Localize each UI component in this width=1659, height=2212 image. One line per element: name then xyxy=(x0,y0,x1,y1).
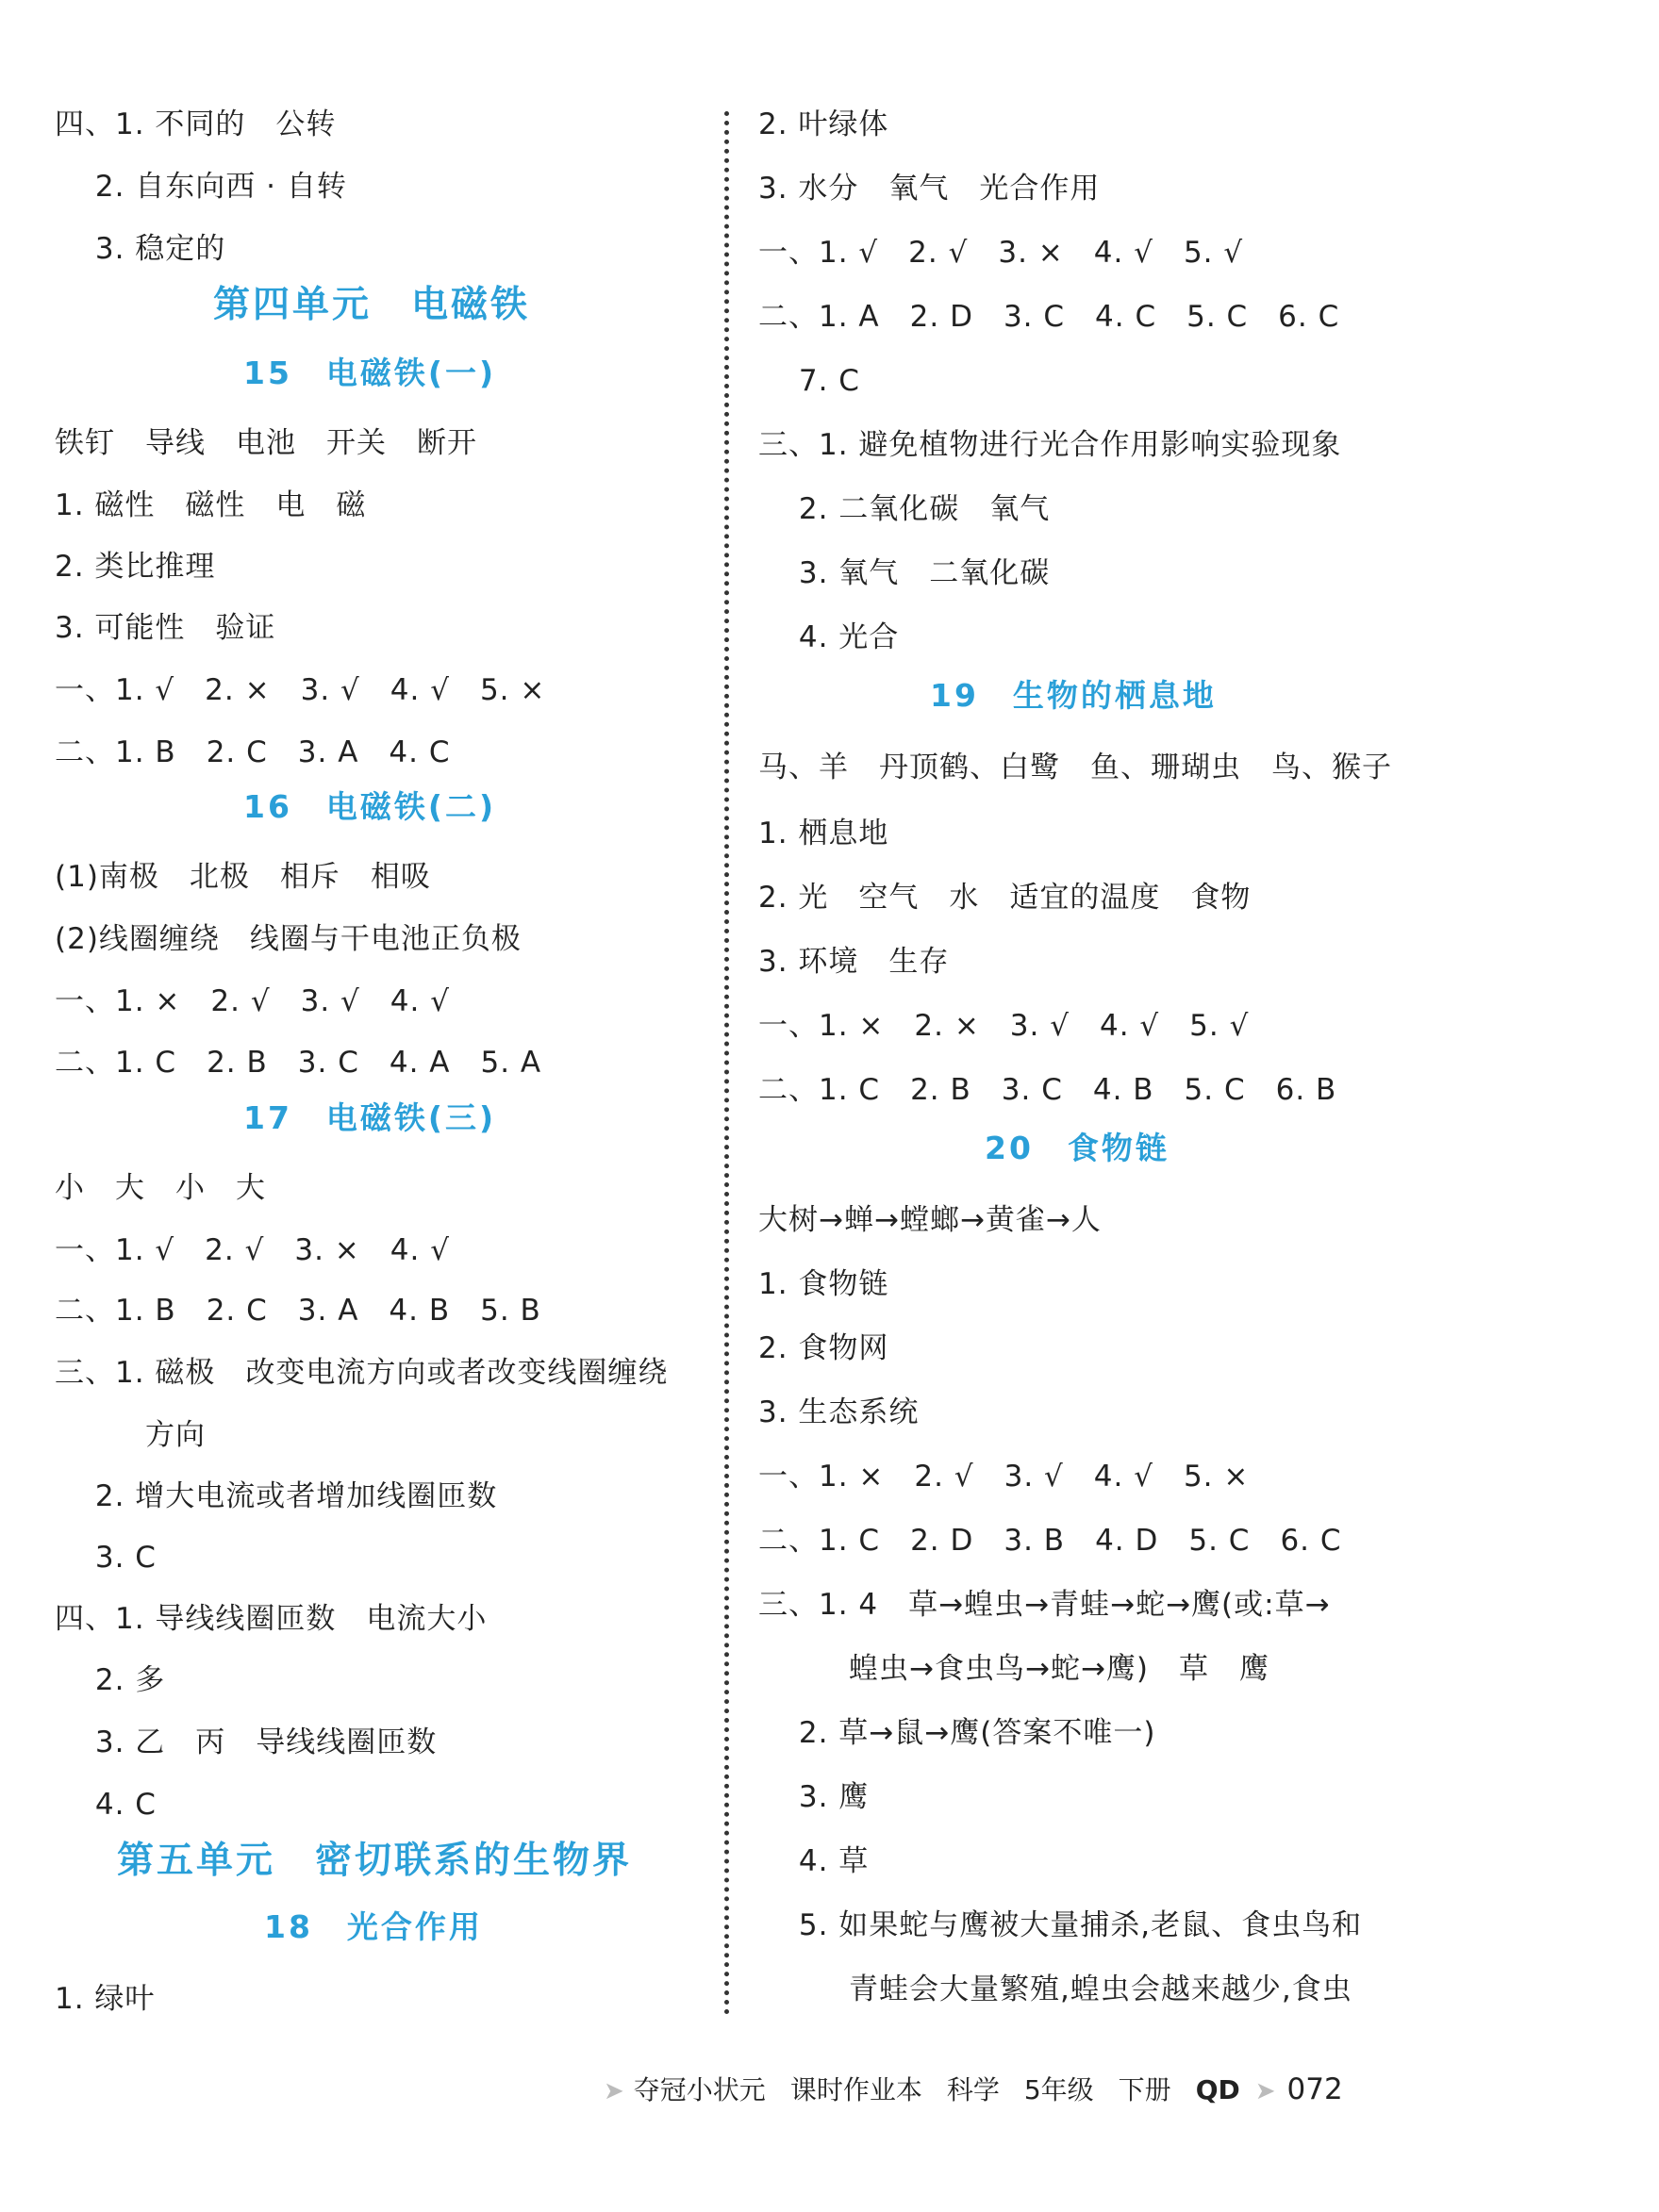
answer-line: 2. 草→鼠→鹰(答案不唯一) xyxy=(758,1716,1156,1750)
unit-heading: 第四单元 电磁铁 xyxy=(213,283,531,326)
column-divider xyxy=(724,111,729,2016)
lesson-heading: 19 生物的栖息地 xyxy=(930,677,1217,714)
footer-brand: 夺冠小状元 xyxy=(633,2074,766,2105)
answer-line: 1. 食物链 xyxy=(758,1267,889,1301)
answer-line: 3. 稳定的 xyxy=(55,232,226,266)
unit-heading: 第五单元 密切联系的生物界 xyxy=(117,1839,633,1882)
answer-line: 一、1. √ 2. √ 3. × 4. √ xyxy=(55,1233,450,1267)
answer-line: 2. 自东向西 · 自转 xyxy=(55,170,347,204)
answer-line: 二、1. C 2. D 3. B 4. D 5. C 6. C xyxy=(758,1524,1342,1558)
answer-line: 3. 鹰 xyxy=(758,1780,870,1814)
answer-line: 一、1. × 2. √ 3. √ 4. √ xyxy=(55,984,450,1018)
answer-line: 三、1. 磁极 改变电流方向或者改变线圈缠绕 xyxy=(55,1356,669,1390)
answer-line: 二、1. C 2. B 3. C 4. B 5. C 6. B xyxy=(758,1073,1337,1107)
answer-line: 青蛙会大量繁殖,蝗虫会越来越少,食虫 xyxy=(758,1973,1352,2006)
answer-line: 马、羊 丹顶鹤、白鹭 鱼、珊瑚虫 鸟、猴子 xyxy=(758,751,1392,784)
answer-line: 方向 xyxy=(55,1418,206,1452)
footer-edition: QD xyxy=(1195,2074,1240,2105)
answer-line: 1. 磁性 磁性 电 磁 xyxy=(55,488,367,522)
lesson-heading: 20 食物链 xyxy=(985,1130,1170,1166)
answer-line: 3. C xyxy=(55,1541,157,1575)
answer-line: 蝗虫→食虫鸟→蛇→鹰) 草 鹰 xyxy=(758,1652,1270,1686)
answer-line: 一、1. √ 2. × 3. √ 4. √ 5. × xyxy=(55,673,546,707)
answer-line: 铁钉 导线 电池 开关 断开 xyxy=(55,426,477,460)
footer-book: 课时作业本 xyxy=(789,2074,922,2105)
answer-line: 二、1. C 2. B 3. C 4. A 5. A xyxy=(55,1046,542,1080)
answer-line: 2. 二氧化碳 氧气 xyxy=(758,492,1051,526)
answer-line: 7. C xyxy=(758,364,860,398)
answer-line: (1)南极 北极 相斥 相吸 xyxy=(55,860,431,894)
page-number: 072 xyxy=(1286,2072,1343,2106)
lesson-heading: 15 电磁铁(一) xyxy=(243,355,497,391)
footer-volume: 下册 xyxy=(1118,2074,1171,2105)
footer-subject: 科学 xyxy=(946,2074,1000,2105)
arrow-right-icon: ➤ xyxy=(604,2077,624,2105)
footer-grade: 5年级 xyxy=(1023,2074,1094,2105)
lesson-heading: 17 电磁铁(三) xyxy=(243,1099,497,1136)
answer-line: 4. 草 xyxy=(758,1844,870,1878)
answer-line: 3. 水分 氧气 光合作用 xyxy=(758,172,1101,206)
answer-line: 5. 如果蛇与鹰被大量捕杀,老鼠、食虫鸟和 xyxy=(758,1908,1363,1942)
answer-line: 3. 氧气 二氧化碳 xyxy=(758,556,1051,590)
answer-line: 3. 可能性 验证 xyxy=(55,611,276,645)
answer-line: 四、1. 不同的 公转 xyxy=(55,107,337,141)
answer-line: 3. 生态系统 xyxy=(758,1395,920,1429)
answer-line: 二、1. A 2. D 3. C 4. C 5. C 6. C xyxy=(758,300,1340,334)
answer-line: 一、1. × 2. × 3. √ 4. √ 5. √ xyxy=(758,1009,1250,1043)
lesson-heading: 16 电磁铁(二) xyxy=(243,788,497,825)
answer-line: (2)线圈缠绕 线圈与干电池正负极 xyxy=(55,922,522,956)
answer-line: 1. 栖息地 xyxy=(758,817,889,850)
answer-line: 1. 绿叶 xyxy=(55,1982,156,2016)
answer-line: 2. 类比推理 xyxy=(55,550,216,584)
answer-line: 4. C xyxy=(55,1788,157,1822)
answer-line: 2. 增大电流或者增加线圈匝数 xyxy=(55,1479,498,1513)
answer-line: 3. 乙 丙 导线线圈匝数 xyxy=(55,1725,438,1759)
answer-line: 4. 光合 xyxy=(758,620,900,654)
answer-line: 三、1. 避免植物进行光合作用影响实验现象 xyxy=(758,428,1342,462)
answer-line: 2. 光 空气 水 适宜的温度 食物 xyxy=(758,881,1252,915)
answer-line: 大树→蝉→螳螂→黄雀→人 xyxy=(758,1203,1102,1237)
answer-line: 2. 食物网 xyxy=(758,1331,889,1365)
arrow-right-icon: ➤ xyxy=(1254,2077,1276,2105)
answer-line: 二、1. B 2. C 3. A 4. C xyxy=(55,735,451,769)
answer-line: 二、1. B 2. C 3. A 4. B 5. B xyxy=(55,1294,541,1328)
answer-line: 一、1. √ 2. √ 3. × 4. √ 5. √ xyxy=(758,236,1244,270)
answer-line: 三、1. 4 草→蝗虫→青蛙→蛇→鹰(或:草→ xyxy=(758,1588,1331,1622)
answer-line: 小 大 小 大 xyxy=(55,1171,266,1205)
answer-line: 2. 叶绿体 xyxy=(758,107,889,141)
page-footer xyxy=(604,2071,1343,2110)
answer-line: 2. 多 xyxy=(55,1663,166,1697)
answer-line: 四、1. 导线线圈匝数 电流大小 xyxy=(55,1602,488,1636)
answer-line: 3. 环境 生存 xyxy=(758,945,950,979)
lesson-heading: 18 光合作用 xyxy=(264,1908,483,1945)
answer-line: 一、1. × 2. √ 3. √ 4. √ 5. × xyxy=(758,1460,1250,1494)
